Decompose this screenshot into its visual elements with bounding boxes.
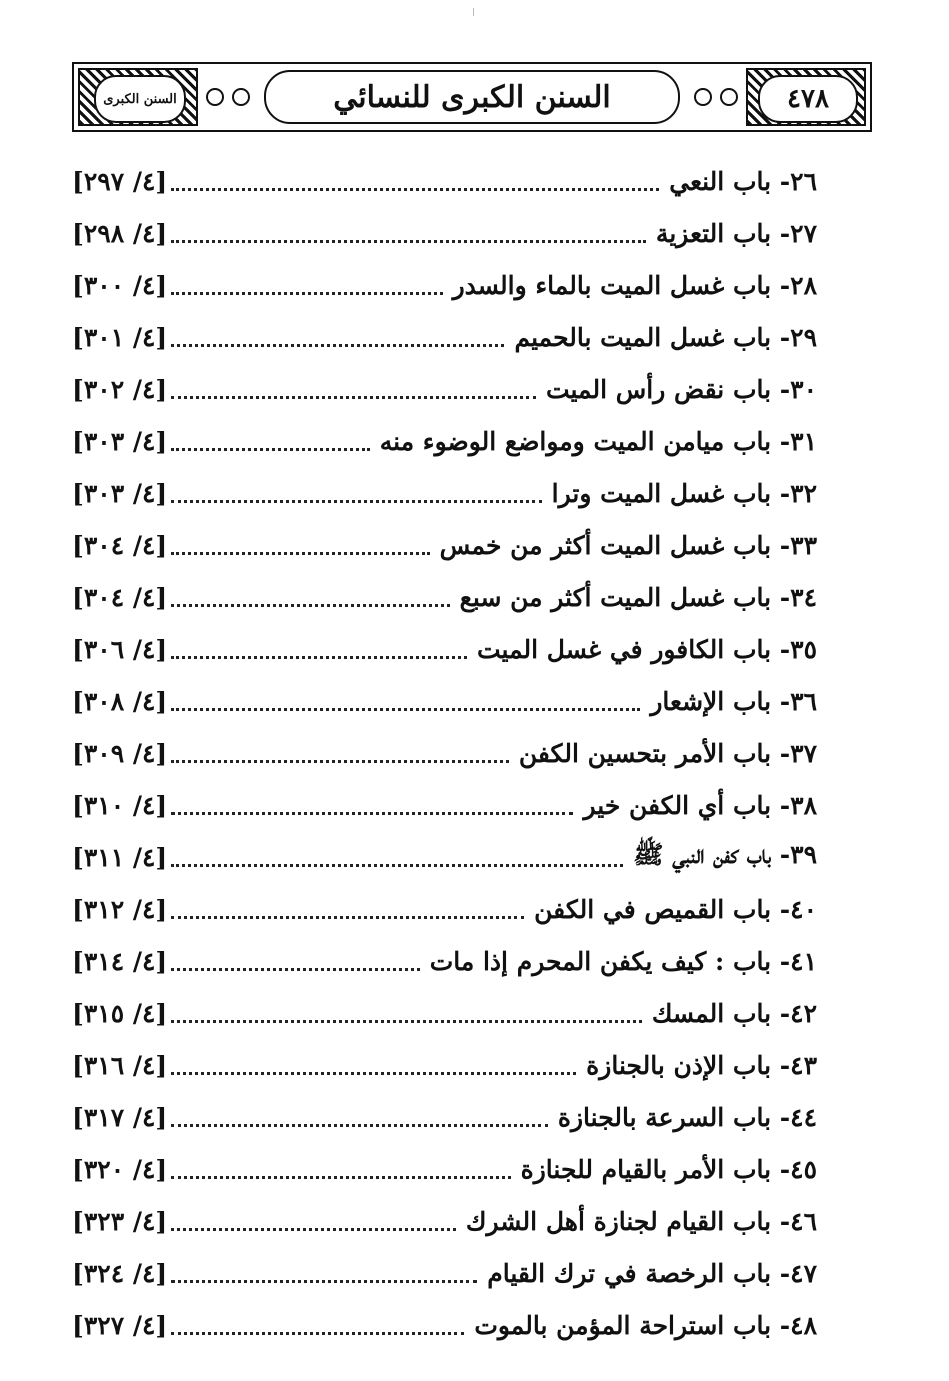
entry-label: ٣٣- باب غسل الميت أكثر من خمس xyxy=(439,530,817,560)
dot-leader xyxy=(171,448,370,451)
entry-label: ٢٩- باب غسل الميت بالحميم xyxy=(514,322,817,352)
list-item xyxy=(72,259,817,311)
list-item xyxy=(72,571,817,623)
list-item xyxy=(72,207,817,259)
dot-leader xyxy=(171,188,659,191)
dot-leader xyxy=(171,968,419,971)
entry-reference: [٤/ ٣٠٠] xyxy=(72,270,168,300)
entry-reference: [٤/ ٢٩٧] xyxy=(72,166,168,196)
entry-reference: [٤/ ٣٠٤] xyxy=(72,530,168,560)
entry-label: ٤٨- باب استراحة المؤمن بالموت xyxy=(474,1310,817,1340)
entry-reference: [٤/ ٣١٦] xyxy=(72,1050,168,1080)
list-item xyxy=(72,675,817,727)
entry-reference: [٤/ ٣٠٦] xyxy=(72,634,168,664)
list-item xyxy=(72,467,817,519)
dot-leader xyxy=(171,708,640,711)
entry-reference: [٤/ ٣٢٠] xyxy=(72,1154,168,1184)
dot-leader xyxy=(171,656,467,659)
entry-label: ٢٧- باب التعزية xyxy=(655,218,817,248)
dot-leader xyxy=(171,1280,477,1283)
entry-label: ٢٨- باب غسل الميت بالماء والسدر xyxy=(452,270,817,300)
page-header xyxy=(72,62,872,132)
entry-label: ٣٠- باب نقض رأس الميت xyxy=(545,374,817,404)
knot-ornament xyxy=(206,88,224,106)
list-item xyxy=(72,1195,817,1247)
page-number: ٤٧٨ xyxy=(758,75,858,123)
list-item xyxy=(72,311,817,363)
entry-reference: [٤/ ٣٢٧] xyxy=(72,1310,168,1340)
entry-reference: [٤/ ٣٢٤] xyxy=(72,1258,168,1288)
emblem-medallion: السنن الكبرى xyxy=(94,75,186,123)
entry-label: ٣٦- باب الإشعار xyxy=(650,686,817,716)
dot-leader xyxy=(171,1228,456,1231)
entry-label: ٤٥- باب الأمر بالقيام للجنازة xyxy=(520,1154,817,1184)
entry-label: ٤٤- باب السرعة بالجنازة xyxy=(557,1102,817,1132)
entry-label: ٣٤- باب غسل الميت أكثر من سبع xyxy=(459,582,817,612)
entry-reference: [٤/ ٣٠٢] xyxy=(72,374,168,404)
dot-leader xyxy=(171,344,504,347)
entry-label: ٤٠- باب القميص في الكفن xyxy=(534,894,817,924)
entry-label: ٣١- باب ميامن الميت ومواضع الوضوء منه xyxy=(379,426,817,456)
dot-leader xyxy=(171,292,442,295)
entry-reference: [٤/ ٣١٥] xyxy=(72,998,168,1028)
entry-reference: [٤/ ٣٠١] xyxy=(72,322,168,352)
list-item xyxy=(72,155,817,207)
dot-leader xyxy=(171,760,509,763)
entry-reference: [٤/ ٣٠٣] xyxy=(72,478,168,508)
list-item xyxy=(72,363,817,415)
list-item xyxy=(72,727,817,779)
knot-ornament xyxy=(232,88,250,106)
entry-reference: [٤/ ٣٠٣] xyxy=(72,426,168,456)
dot-leader xyxy=(171,1124,548,1127)
page-number-ornament xyxy=(746,68,866,126)
list-item xyxy=(72,987,817,1039)
entry-label: ٣٩- باب كفن النبي ﷺ xyxy=(633,839,817,869)
entry-label: ٣٢- باب غسل الميت وترا xyxy=(551,478,817,508)
entry-reference: [٤/ ٣١١] xyxy=(72,842,168,872)
running-title: السنن الكبرى للنسائي xyxy=(264,70,680,124)
list-item xyxy=(72,519,817,571)
list-item xyxy=(72,883,817,935)
contents-list xyxy=(72,155,817,1351)
entry-reference: [٤/ ٣١٢] xyxy=(72,894,168,924)
dot-leader xyxy=(171,604,449,607)
list-item xyxy=(72,779,817,831)
entry-reference: [٤/ ٣٢٣] xyxy=(72,1206,168,1236)
dot-leader xyxy=(171,1332,464,1335)
entry-reference: [٤/ ٣٠٤] xyxy=(72,582,168,612)
list-item xyxy=(72,415,817,467)
dot-leader xyxy=(171,1020,642,1023)
dot-leader xyxy=(171,1072,576,1075)
entry-reference: [٤/ ٢٩٨] xyxy=(72,218,168,248)
entry-label: ٤٣- باب الإذن بالجنازة xyxy=(586,1050,817,1080)
dot-leader xyxy=(171,812,573,815)
dot-leader xyxy=(171,1176,510,1179)
entry-label: ٤١- باب : كيف يكفن المحرم إذا مات xyxy=(429,946,817,976)
list-item xyxy=(72,1299,817,1351)
knot-ornament xyxy=(720,88,738,106)
entry-reference: [٤/ ٣١٤] xyxy=(72,946,168,976)
dot-leader xyxy=(171,240,646,243)
list-item xyxy=(72,623,817,675)
entry-label: ٤٦- باب القيام لجنازة أهل الشرك xyxy=(465,1206,817,1236)
dot-leader xyxy=(171,916,524,919)
entry-reference: [٤/ ٣٠٩] xyxy=(72,738,168,768)
entry-reference: [٤/ ٣١٧] xyxy=(72,1102,168,1132)
dot-leader xyxy=(171,864,623,867)
entry-label: ٣٨- باب أي الكفن خير xyxy=(583,790,817,820)
dot-leader xyxy=(171,552,429,555)
entry-reference: [٤/ ٣٠٨] xyxy=(72,686,168,716)
list-item xyxy=(72,831,817,883)
entry-label: ٣٥- باب الكافور في غسل الميت xyxy=(477,634,817,664)
dot-leader xyxy=(171,500,541,503)
dot-leader xyxy=(171,396,536,399)
entry-label: ٤٧- باب الرخصة في ترك القيام xyxy=(487,1258,817,1288)
list-item xyxy=(72,1247,817,1299)
list-item xyxy=(72,1091,817,1143)
emblem-ornament xyxy=(78,68,198,126)
entry-reference: [٤/ ٣١٠] xyxy=(72,790,168,820)
entry-label: ٤٢- باب المسك xyxy=(651,998,817,1028)
scan-mark xyxy=(473,8,474,16)
list-item xyxy=(72,935,817,987)
list-item xyxy=(72,1143,817,1195)
knot-ornament xyxy=(694,88,712,106)
entry-label: ٣٧- باب الأمر بتحسين الكفن xyxy=(518,738,817,768)
entry-label: ٢٦- باب النعي xyxy=(669,166,817,196)
list-item xyxy=(72,1039,817,1091)
